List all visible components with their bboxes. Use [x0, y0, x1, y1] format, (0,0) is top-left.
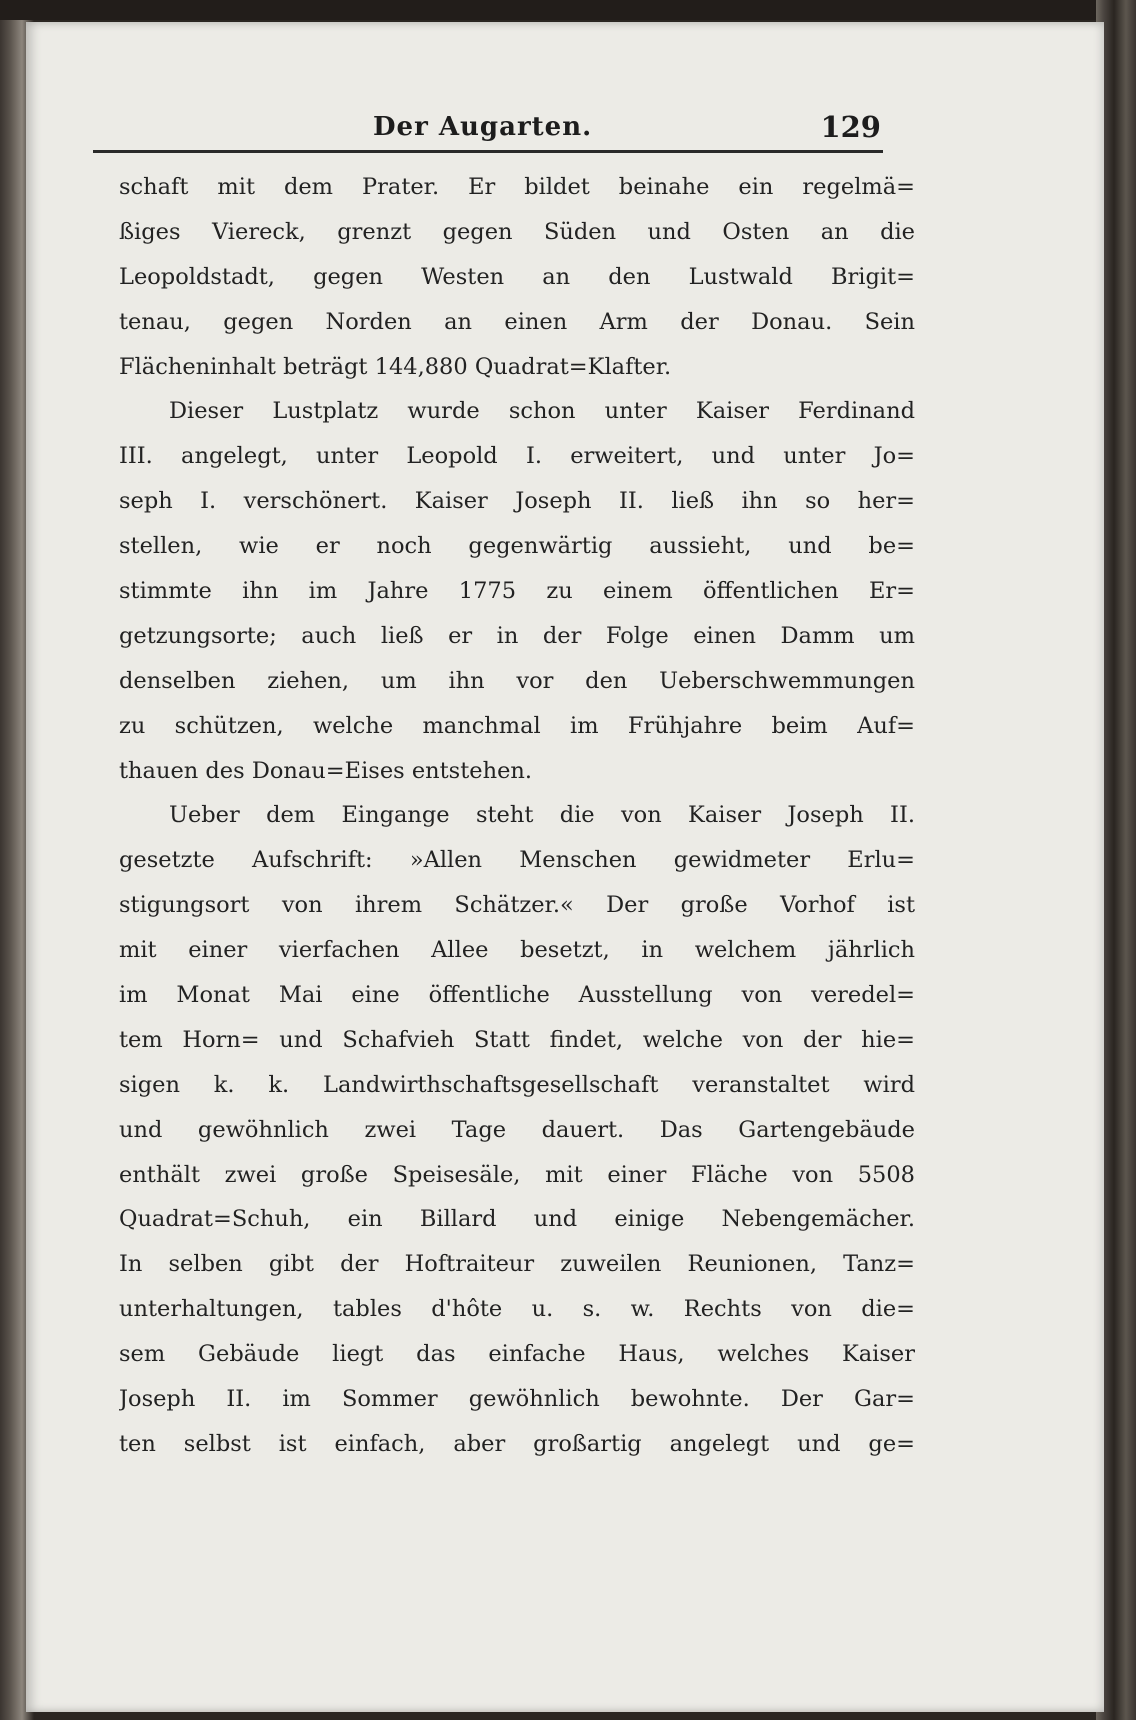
- page-number: 129: [820, 110, 881, 144]
- paragraph-start-line: Dieser Lustplatz wurde schon unter Kaiser Ferdinand: [169, 398, 915, 425]
- text-line: In selben gibt der Hoftraiteur zuweilen Reunionen, Tanz=: [119, 1251, 915, 1278]
- text-line: Quadrat=Schuh, ein Billard und einige Nebengemächer.: [119, 1206, 915, 1233]
- running-title: Der Augarten.: [373, 112, 593, 142]
- text-line: Joseph II. im Sommer gewöhnlich bewohnte. Der Gar=: [119, 1386, 915, 1413]
- text-line: schaft mit dem Prater. Er bildet beinahe ein regelmä=: [119, 174, 915, 200]
- text-line: getzungsorte; auch ließ er in der Folge einen Damm um: [119, 622, 915, 649]
- text-line: im Monat Mai eine öffentliche Ausstellung von veredel=: [119, 982, 915, 1009]
- header-rule: [93, 150, 883, 153]
- page-header: [93, 104, 881, 150]
- text-line: unterhaltungen, tables d'hôte u. s. w. Rechts von die=: [119, 1296, 915, 1323]
- body-text: [119, 165, 915, 1467]
- text-line: sigen k. k. Landwirthschaftsgesellschaft veranstaltet wird: [119, 1071, 915, 1098]
- text-line: mit einer vierfachen Allee besetzt, in welchem jährlich: [119, 937, 915, 964]
- text-line: stimmte ihn im Jahre 1775 zu einem öffentlichen Er=: [119, 578, 915, 605]
- text-line: tem Horn= und Schafvieh Statt findet, welche von der hie=: [119, 1026, 915, 1053]
- text-line: zu schützen, welche manchmal im Frühjahre beim Auf=: [119, 712, 915, 739]
- text-line: enthält zwei große Speisesäle, mit einer Fläche von 5508: [119, 1161, 915, 1188]
- text-line: seph I. verschönert. Kaiser Joseph II. ließ ihn so her=: [119, 488, 915, 515]
- text-line: III. angelegt, unter Leopold I. erweitert, und unter Jo=: [119, 443, 915, 470]
- scan-top-border: [0, 0, 1136, 20]
- text-line: ten selbst ist einfach, aber großartig angelegt und ge=: [119, 1430, 915, 1457]
- text-line: sem Gebäude liegt das einfache Haus, welches Kaiser: [119, 1341, 915, 1368]
- text-line: ßiges Viereck, grenzt gegen Süden und Osten an die: [119, 218, 915, 245]
- text-line: Flächeninhalt beträgt 144,880 Quadrat=Klafter.: [119, 353, 672, 380]
- paragraph-start-line: Ueber dem Eingange steht die von Kaiser Joseph II.: [169, 802, 915, 829]
- text-line: gesetzte Aufschrift: »Allen Menschen gewidmeter Erlu=: [119, 847, 915, 874]
- text-line: und gewöhnlich zwei Tage dauert. Das Gartengebäude: [119, 1116, 915, 1143]
- text-line: Leopoldstadt, gegen Westen an den Lustwald Brigit=: [119, 263, 915, 290]
- text-line: stellen, wie er noch gegenwärtig aussieht, und be=: [119, 533, 915, 560]
- text-line: tenau, gegen Norden an einen Arm der Donau. Sein: [119, 308, 915, 335]
- text-line: thauen des Donau=Eises entstehen.: [119, 757, 533, 784]
- text-line: denselben ziehen, um ihn vor den Ueberschwemmungen: [119, 667, 915, 694]
- text-line: stigungsort von ihrem Schätzer.« Der große Vorhof ist: [119, 892, 915, 919]
